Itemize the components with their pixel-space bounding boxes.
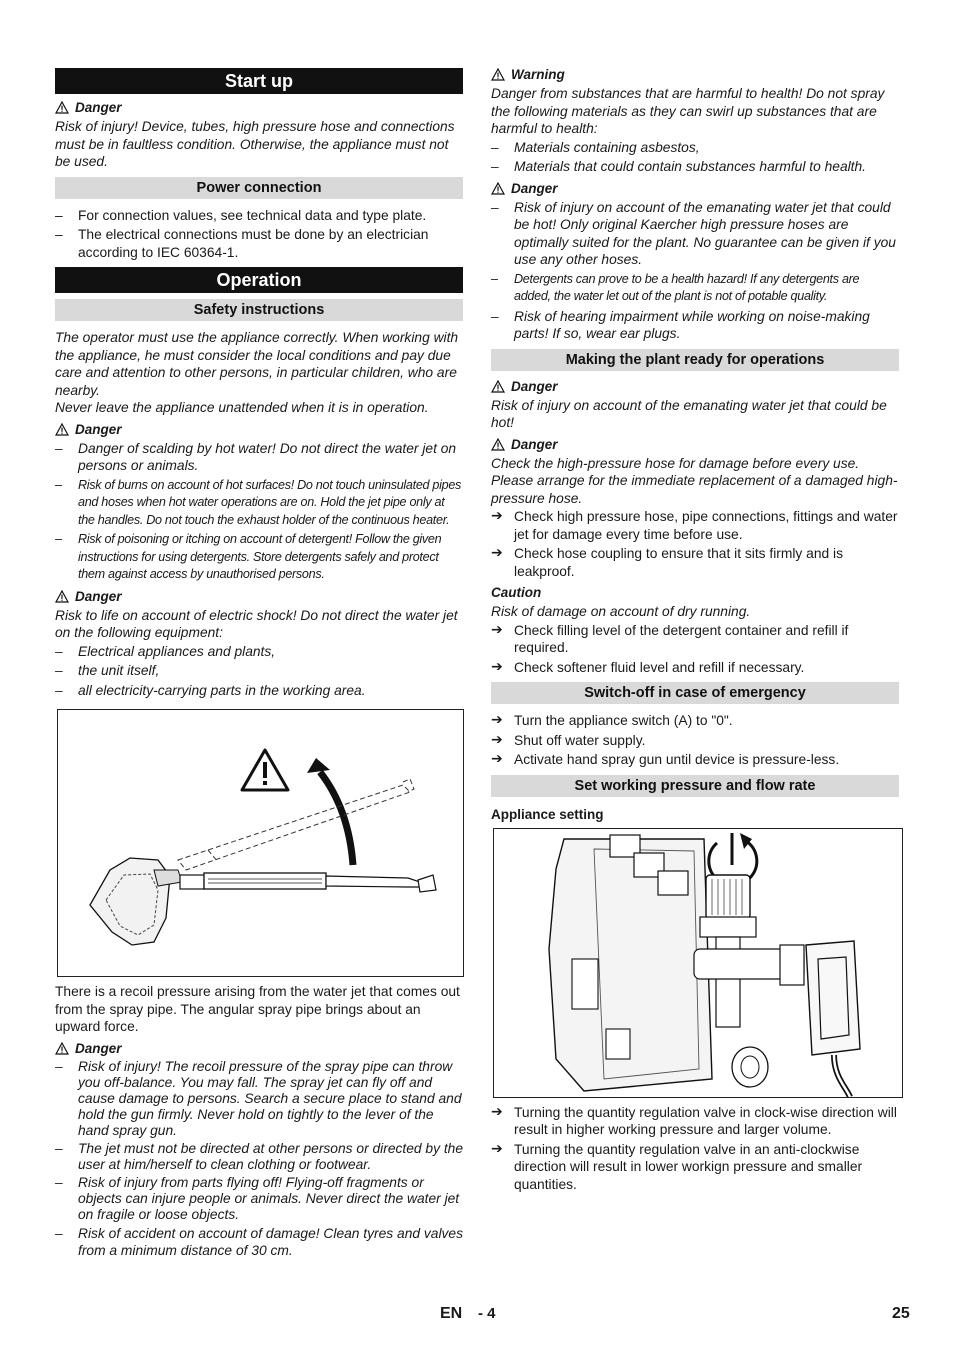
power-connection-heading: Power connection xyxy=(55,177,463,199)
warning-label: Warning xyxy=(491,67,899,82)
warning-triangle-icon xyxy=(491,380,505,393)
step-item: ➔ Check filling level of the detergent container and refill if required. xyxy=(491,622,899,657)
pressure-steps xyxy=(491,1104,899,1194)
danger-label: Danger xyxy=(491,379,899,394)
warning-triangle-icon xyxy=(55,590,69,603)
operation-intro-2: Never leave the appliance unattended when it is in operation. xyxy=(55,400,429,415)
footer-section-number: - 4 xyxy=(478,1305,496,1322)
pressure-valve-illustration xyxy=(494,829,902,1097)
electric-shock-text: Risk to life on account of electric shock! Do not direct the water jet on the following equipment: xyxy=(55,607,458,640)
ready-steps-1 xyxy=(491,508,899,580)
left-column xyxy=(55,66,463,1261)
warning-list xyxy=(491,139,899,176)
right-column xyxy=(491,66,899,1195)
caution-text: Risk of damage on account of dry running. xyxy=(491,604,751,619)
emergency-steps xyxy=(491,712,899,769)
danger-label: Danger xyxy=(491,437,899,452)
danger-label: Danger xyxy=(55,1041,463,1056)
spray-gun-recoil-figure xyxy=(57,709,464,977)
list-item: – Risk of injury on account of the emanating water jet that could be hot! Only original Kaercher high pressure hoses are optimally suited for the plant. No guarantee can be given if you use any other hoses. xyxy=(491,199,899,269)
ready-heading: Making the plant ready for operations xyxy=(491,349,899,371)
warning-triangle-icon xyxy=(491,68,505,81)
spray-gun-illustration xyxy=(58,710,463,976)
danger-list-2 xyxy=(55,643,463,700)
list-item: – Risk of hearing impairment while working on noise-making parts! If so, wear ear plugs. xyxy=(491,308,899,343)
step-item: ➔ Check hose coupling to ensure that it sits firmly and is leakproof. xyxy=(491,545,899,580)
recoil-text: There is a recoil pressure arising from the water jet that comes out from the spray pipe. The angular spray pipe brings about an upward force. xyxy=(55,984,460,1034)
footer-language: EN xyxy=(440,1305,463,1322)
ready-steps-2 xyxy=(491,622,899,677)
pressure-valve-figure xyxy=(493,828,903,1098)
list-item: – The jet must not be directed at other persons or directed by the user at him/herself to clean clothing or footwear. xyxy=(55,1141,463,1173)
operation-heading: Operation xyxy=(55,267,463,293)
pressure-heading: Set working pressure and flow rate xyxy=(491,775,899,797)
list-item: – Risk of injury! The recoil pressure of the spray pipe can throw you off-balance. You may fall. The spray jet can fly off and cause damage to persons. Search a secure place to stand and hold the gun firmly. Never hold on tightly to the lever of the hand spray gun. xyxy=(55,1059,463,1139)
warning-triangle-icon xyxy=(55,423,69,436)
list-item: – Risk of burns on account of hot surfaces! Do not touch uninsulated pipes and hoses when hot water operations are on. Hold the jet pipe only at the handles. Do not touch the exhaust holder of the continuous heater. xyxy=(55,477,463,530)
list-item: – Risk of accident on account of damage! Clean tyres and valves from a minimum distance of 30 cm. xyxy=(55,1225,463,1259)
list-item: – Materials containing asbestos, xyxy=(491,139,899,157)
danger-list xyxy=(491,199,899,343)
emergency-heading: Switch-off in case of emergency xyxy=(491,682,899,704)
list-item: – the unit itself, xyxy=(55,662,463,680)
step-item: ➔ Check softener fluid level and refill if necessary. xyxy=(491,659,899,677)
list-item: – Danger of scalding by hot water! Do not direct the water jet on persons or animals. xyxy=(55,440,463,475)
caution-label: Caution xyxy=(491,585,542,600)
danger-label: Danger xyxy=(491,181,899,196)
list-item: – The electrical connections must be done by an electrician according to IEC 60364-1. xyxy=(55,226,463,261)
danger-list-3 xyxy=(55,1059,463,1259)
start-up-heading: Start up xyxy=(55,68,463,94)
warning-triangle-icon xyxy=(491,438,505,451)
list-item: – Risk of injury from parts flying off! Flying-off fragments or objects can injure people or animals. Never direct the water jet on fragile or loose objects. xyxy=(55,1175,463,1223)
step-item: ➔ Activate hand spray gun until device is pressure-less. xyxy=(491,751,899,769)
warning-triangle-icon xyxy=(491,182,505,195)
start-up-danger-text: Risk of injury! Device, tubes, high pressure hose and connections must be in faultless condition. Otherwise, the appliance must not be used. xyxy=(55,119,455,169)
list-item: – For connection values, see technical data and type plate. xyxy=(55,207,463,225)
step-item: ➔ Check high pressure hose, pipe connections, fittings and water jet for damage every time before use. xyxy=(491,508,899,543)
ready-danger-2-text: Check the high-pressure hose for damage before every use. Please arrange for the immediate replacement of a damaged high-pressure hose. xyxy=(491,455,898,506)
ready-danger-1-text: Risk of injury on account of the emanating water jet that could be hot! xyxy=(491,397,887,430)
danger-list-1 xyxy=(55,440,463,584)
warning-text: Danger from substances that are harmful to health! Do not spray the following materials as they can swirl up substances that are harmful to health: xyxy=(491,86,885,136)
appliance-setting-heading: Appliance setting xyxy=(491,806,604,822)
list-item: – Electrical appliances and plants, xyxy=(55,643,463,661)
safety-instructions-heading: Safety instructions xyxy=(55,299,463,321)
page-number: 25 xyxy=(892,1305,910,1322)
list-item: – Detergents can prove to be a health hazard! If any detergents are added, the water let out of the plant is not of potable quality. xyxy=(491,271,899,306)
step-item: ➔ Turning the quantity regulation valve in clock-wise direction will result in higher working pressure and larger volume. xyxy=(491,1104,899,1139)
step-item: ➔ Turn the appliance switch (A) to "0". xyxy=(491,712,899,730)
step-item: ➔ Turning the quantity regulation valve in an anti-clockwise direction will result in lower workign pressure and smaller quantities. xyxy=(491,1141,899,1194)
power-connection-list xyxy=(55,207,463,262)
list-item: – all electricity-carrying parts in the working area. xyxy=(55,682,463,700)
operation-intro: The operator must use the appliance correctly. When working with the appliance, he must consider the local conditions and pay due care and attention to other persons, in particular children, who are nearby. xyxy=(55,330,459,398)
warning-triangle-icon xyxy=(55,101,69,114)
step-item: ➔ Shut off water supply. xyxy=(491,732,899,750)
list-item: – Materials that could contain substances harmful to health. xyxy=(491,158,899,176)
danger-label: Danger xyxy=(55,589,463,604)
danger-label: Danger xyxy=(55,100,463,115)
list-item: – Risk of poisoning or itching on account of detergent! Follow the given instructions for using detergents. Store detergents safely and protect them against access by unauthorised persons. xyxy=(55,531,463,584)
warning-triangle-icon xyxy=(55,1042,69,1055)
danger-label: Danger xyxy=(55,422,463,437)
